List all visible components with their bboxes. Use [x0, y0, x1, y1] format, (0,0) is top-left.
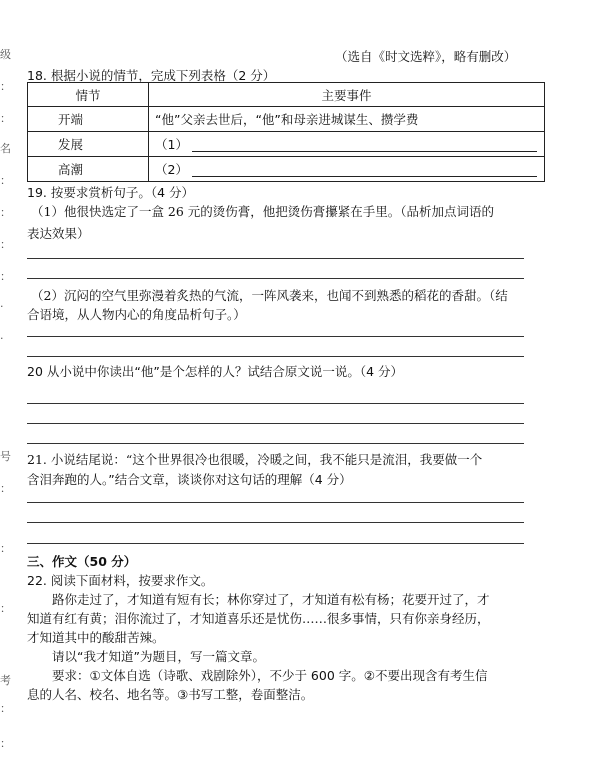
margin-mark: ： — [0, 80, 11, 93]
table-row — [28, 107, 545, 132]
margin-mark: 名 — [0, 142, 11, 155]
plot-table — [27, 82, 545, 182]
table-header-row — [28, 83, 545, 107]
material-line: 路你走过了，才知道有短有长；林你穿过了，才知道有松有杨；花要开过了，才 — [52, 592, 490, 607]
margin-mark: ： — [0, 206, 11, 219]
q19-part2-line2: 合语境，从人物内心的角度品析句子。） — [27, 307, 246, 322]
answer-line[interactable] — [27, 403, 524, 404]
answer-line[interactable] — [27, 423, 524, 424]
answer-line[interactable] — [27, 502, 524, 503]
answer-line[interactable] — [27, 543, 524, 544]
topic-line: 请以“我才知道”为题目，写一篇文章。 — [52, 649, 265, 664]
table-cell-event — [149, 107, 545, 132]
margin-mark: ： — [0, 482, 11, 495]
margin-mark: ： — [0, 542, 11, 555]
answer-blank[interactable] — [192, 164, 537, 177]
answer-line[interactable] — [27, 522, 524, 523]
margin-mark: ： — [0, 702, 11, 715]
table-cell-stage: 发展 — [28, 132, 149, 157]
source-note: （选自《时文选粹》，略有删改） — [335, 49, 517, 64]
margin-mark: ： — [0, 737, 11, 750]
margin-mark: ： — [0, 270, 11, 283]
table-row — [28, 157, 545, 182]
q19-part1-line1: （1）他很快选定了一盒 26 元的烫伤膏，他把烫伤膏攥紧在手里。（品析加点词语的 — [31, 204, 495, 219]
q19-prompt: 19. 按要求赏析句子。（4 分） — [27, 185, 195, 200]
material-line: 才知道其中的酸甜苦辣。 — [27, 630, 165, 645]
table-cell-stage: 高潮 — [28, 157, 149, 182]
answer-line[interactable] — [27, 336, 524, 337]
answer-line[interactable] — [27, 278, 524, 279]
margin-mark: ： — [0, 602, 11, 615]
event-text: “他”父亲去世后，“他”和母亲进城谋生、攒学费 — [155, 112, 419, 127]
q22-prompt: 22. 阅读下面材料，按要求作文。 — [27, 573, 214, 588]
requirement-line: 要求：①文体自选（诗歌、戏剧除外），不少于 600 字。②不要出现含有考生信 — [52, 668, 488, 683]
q20-prompt: 20 从小说中你读出“他”是个怎样的人？试结合原文说一说。（4 分） — [27, 364, 404, 379]
margin-mark: ： — [0, 112, 11, 125]
material-line: 知道有红有黄；泪你流过了，才知道喜乐还是忧伤……很多事情，只有你亲身经历， — [27, 611, 490, 626]
requirement-line: 息的人名、校名、地名等。③书写工整，卷面整洁。 — [27, 687, 314, 702]
margin-mark: · — [0, 300, 4, 313]
answer-line[interactable] — [27, 356, 524, 357]
margin-mark: 考 — [0, 674, 11, 687]
table-cell-event[interactable] — [149, 157, 545, 182]
table-header-cell: 主要事件 — [149, 83, 545, 107]
q19-part2-line1: （2）沉闷的空气里弥漫着炙热的气流，一阵风袭来，也闻不到熟悉的稻花的香甜。（结 — [31, 288, 508, 303]
table-cell-stage: 开端 — [28, 107, 149, 132]
event-label: （1） — [155, 137, 188, 152]
margin-mark: ： — [0, 174, 11, 187]
table-cell-event[interactable] — [149, 132, 545, 157]
table-header-cell: 情节 — [28, 83, 149, 107]
answer-blank[interactable] — [192, 139, 537, 152]
table-row — [28, 132, 545, 157]
event-label: （2） — [155, 162, 188, 177]
margin-mark: 号 — [0, 450, 11, 463]
q18-prompt: 18. 根据小说的情节，完成下列表格（2 分） — [27, 68, 276, 83]
q21-prompt-line1: 21. 小说结尾说：“这个世界很冷也很暖，冷暖之间，我不能只是流泪，我要做一个 — [27, 452, 483, 467]
section-title: 三、作文（50 分） — [27, 554, 137, 569]
margin-mark: · — [0, 332, 4, 345]
answer-line[interactable] — [27, 258, 524, 259]
q19-part1-line2: 表达效果） — [27, 226, 90, 241]
answer-line[interactable] — [27, 443, 524, 444]
margin-mark: ： — [0, 238, 11, 251]
q21-prompt-line2: 含泪奔跑的人。”结合文章，谈谈你对这句话的理解（4 分） — [27, 472, 352, 487]
margin-mark: 级 — [0, 48, 11, 61]
